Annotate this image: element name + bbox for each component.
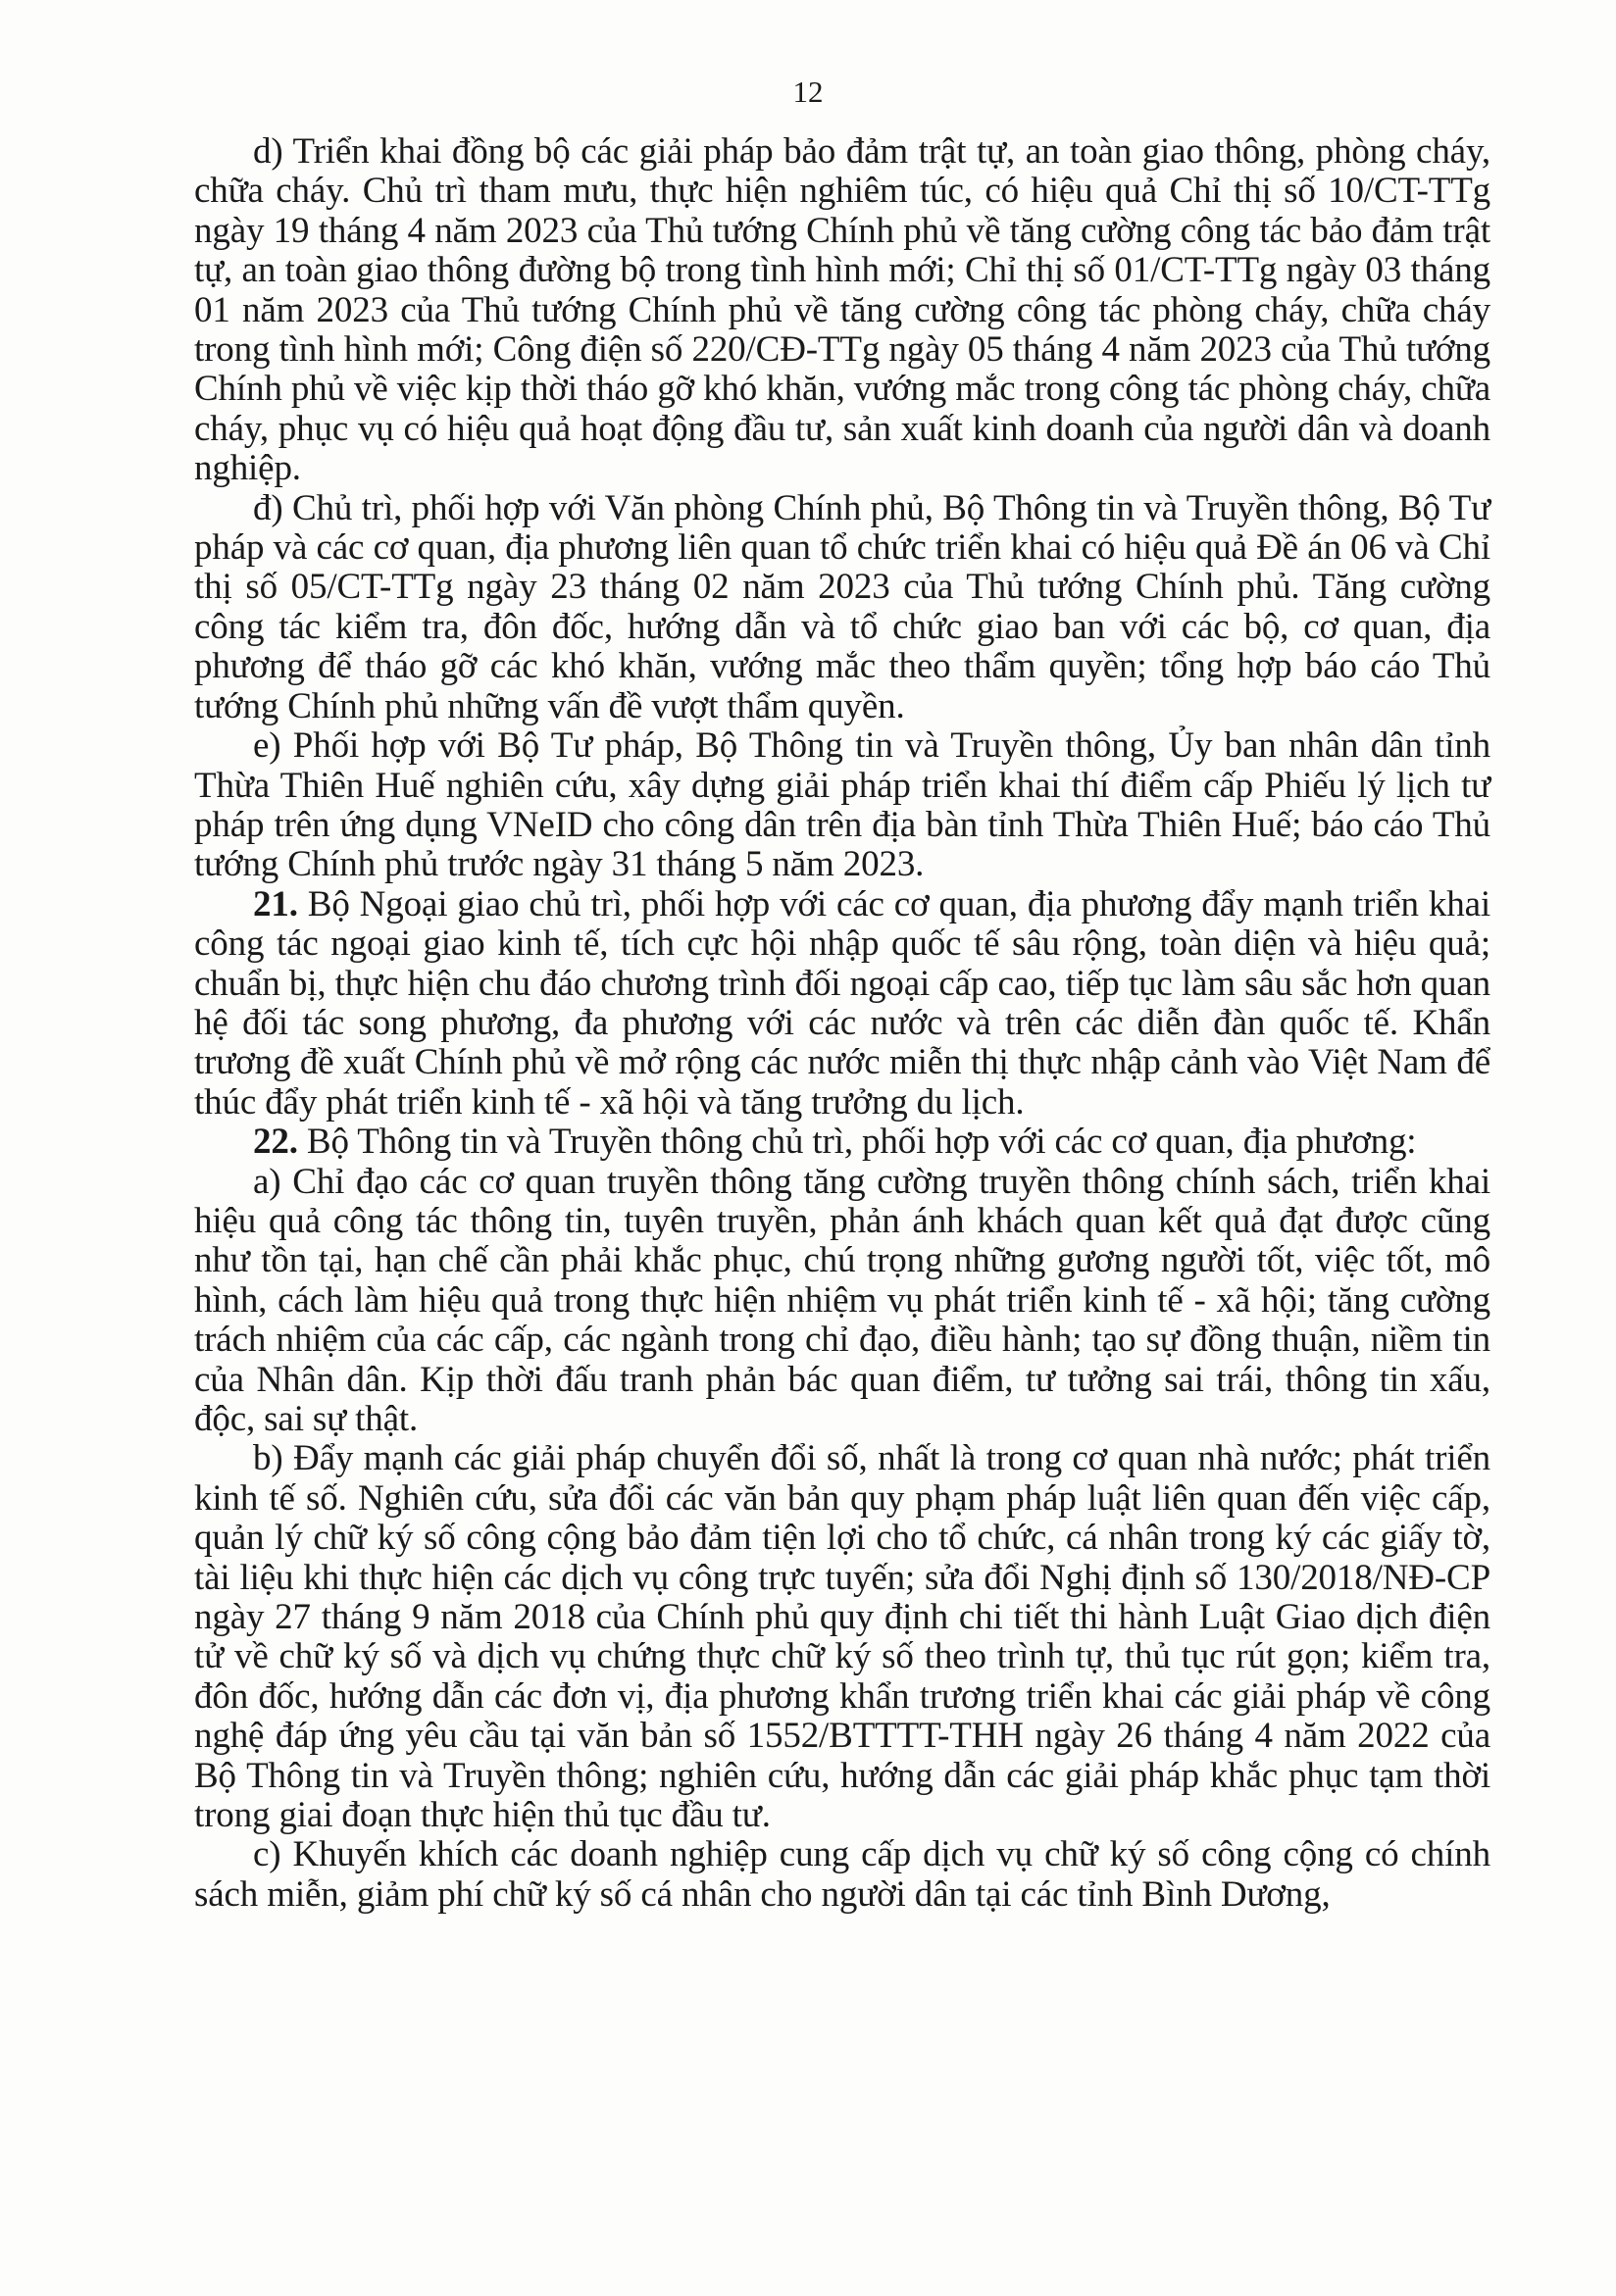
- paragraph-22a: [194, 1163, 1490, 1440]
- paragraph-22: [194, 1123, 1490, 1162]
- paragraph-dd: [194, 489, 1490, 726]
- paragraph-text: Bộ Ngoại giao chủ trì, phối hợp với các cơ quan, địa phương đẩy mạnh triển khai công tác ngoại giao kinh tế, tích cực hội nhập quốc tế sâu rộng, toàn diện và hiệu quả; chuẩn bị, thực hiện chu đáo chương trình đối ngoại cấp cao, tiếp tục làm sâu sắc hơn quan hệ đối tác song phương, đa phương với các nước và trên các diễn đàn quốc tế. Khẩn trương đề xuất Chính phủ về mở rộng các nước miễn thị thực nhập cảnh vào Việt Nam để thúc đẩy phát triển kinh tế - xã hội và tăng trưởng du lịch.: [194, 883, 1490, 1123]
- item-number: 21.: [253, 883, 298, 924]
- paragraph-text: d) Triển khai đồng bộ các giải pháp bảo đảm trật tự, an toàn giao thông, phòng cháy, chữa cháy. Chủ trì tham mưu, thực hiện nghiêm túc, có hiệu quả Chỉ thị số 10/CT-TTg ngày 19 tháng 4 năm 2023 của Thủ tướng Chính phủ về tăng cường công tác bảo đảm trật tự, an toàn giao thông đường bộ trong tình hình mới; Chỉ thị số 01/CT-TTg ngày 03 tháng 01 năm 2023 của Thủ tướng Chính phủ về tăng cường công tác phòng cháy, chữa cháy trong tình hình mới; Công điện số 220/CĐ-TTg ngày 05 tháng 4 năm 2023 của Thủ tướng Chính phủ về việc kịp thời tháo gỡ khó khăn, vướng mắc trong công tác phòng cháy, chữa cháy, phục vụ có hiệu quả hoạt động đầu tư, sản xuất kinh doanh của người dân và doanh nghiệp.: [194, 131, 1490, 489]
- page-number: 12: [792, 75, 824, 109]
- paragraph-text: đ) Chủ trì, phối hợp với Văn phòng Chính phủ, Bộ Thông tin và Truyền thông, Bộ Tư pháp và các cơ quan, địa phương liên quan tổ chức triển khai có hiệu quả Đề án 06 và Chỉ thị số 05/CT-TTg ngày 23 tháng 02 năm 2023 của Thủ tướng Chính phủ. Tăng cường công tác kiểm tra, đôn đốc, hướng dẫn và tổ chức giao ban với các bộ, cơ quan, địa phương để tháo gỡ các khó khăn, vướng mắc theo thẩm quyền; tổng hợp báo cáo Thủ tướng Chính phủ những vấn đề vượt thẩm quyền.: [194, 487, 1490, 726]
- paragraph-text: e) Phối hợp với Bộ Tư pháp, Bộ Thông tin và Truyền thông, Ủy ban nhân dân tỉnh Thừa Thiên Huế nghiên cứu, xây dựng giải pháp triển khai thí điểm cấp Phiếu lý lịch tư pháp trên ứng dụng VNeID cho công dân trên địa bàn tỉnh Thừa Thiên Huế; báo cáo Thủ tướng Chính phủ trước ngày 31 tháng 5 năm 2023.: [194, 725, 1490, 885]
- paragraph-text: b) Đẩy mạnh các giải pháp chuyển đổi số, nhất là trong cơ quan nhà nước; phát triển kinh tế số. Nghiên cứu, sửa đổi các văn bản quy phạm pháp luật liên quan đến việc cấp, quản lý chữ ký số công cộng bảo đảm tiện lợi cho tổ chức, cá nhân trong ký các giấy tờ, tài liệu khi thực hiện các dịch vụ công trực tuyến; sửa đổi Nghị định số 130/2018/NĐ-CP ngày 27 tháng 9 năm 2018 của Chính phủ quy định chi tiết thi hành Luật Giao dịch điện tử về chữ ký số và dịch vụ chứng thực chữ ký số theo trình tự, thủ tục rút gọn; kiểm tra, đôn đốc, hướng dẫn các đơn vị, địa phương khẩn trương triển khai các giải pháp về công nghệ đáp ứng yêu cầu tại văn bản số 1552/BTTTT-THH ngày 26 tháng 4 năm 2022 của Bộ Thông tin và Truyền thông; nghiên cứu, hướng dẫn các giải pháp khắc phục tạm thời trong giai đoạn thực hiện thủ tục đầu tư.: [194, 1438, 1490, 1836]
- paragraph-text: Bộ Thông tin và Truyền thông chủ trì, phối hợp với các cơ quan, địa phương:: [297, 1122, 1417, 1163]
- paragraph-e: [194, 726, 1490, 885]
- paragraph-text: a) Chỉ đạo các cơ quan truyền thông tăng cường truyền thông chính sách, triển khai hiệu quả công tác thông tin, tuyên truyền, phản ánh khách quan kết quả đạt được cũng như tồn tại, hạn chế cần phải khắc phục, chú trọng những gương người tốt, việc tốt, mô hình, cách làm hiệu quả trong thực hiện nhiệm vụ phát triển kinh tế - xã hội; tăng cường trách nhiệm của các cấp, các ngành trong chỉ đạo, điều hành; tạo sự đồng thuận, niềm tin của Nhân dân. Kịp thời đấu tranh phản bác quan điểm, tư tưởng sai trái, thông tin xấu, độc, sai sự thật.: [194, 1161, 1490, 1439]
- paragraph-22b: [194, 1439, 1490, 1835]
- paragraph-text: c) Khuyến khích các doanh nghiệp cung cấp dịch vụ chữ ký số công cộng có chính sách miễn, giảm phí chữ ký số cá nhân cho người dân tại các tỉnh Bình Dương,: [194, 1834, 1490, 1915]
- paragraph-22c: [194, 1835, 1490, 1915]
- item-number: 22.: [253, 1122, 298, 1163]
- document-body: [194, 132, 1490, 1915]
- paragraph-21: [194, 885, 1490, 1123]
- paragraph-d: [194, 132, 1490, 489]
